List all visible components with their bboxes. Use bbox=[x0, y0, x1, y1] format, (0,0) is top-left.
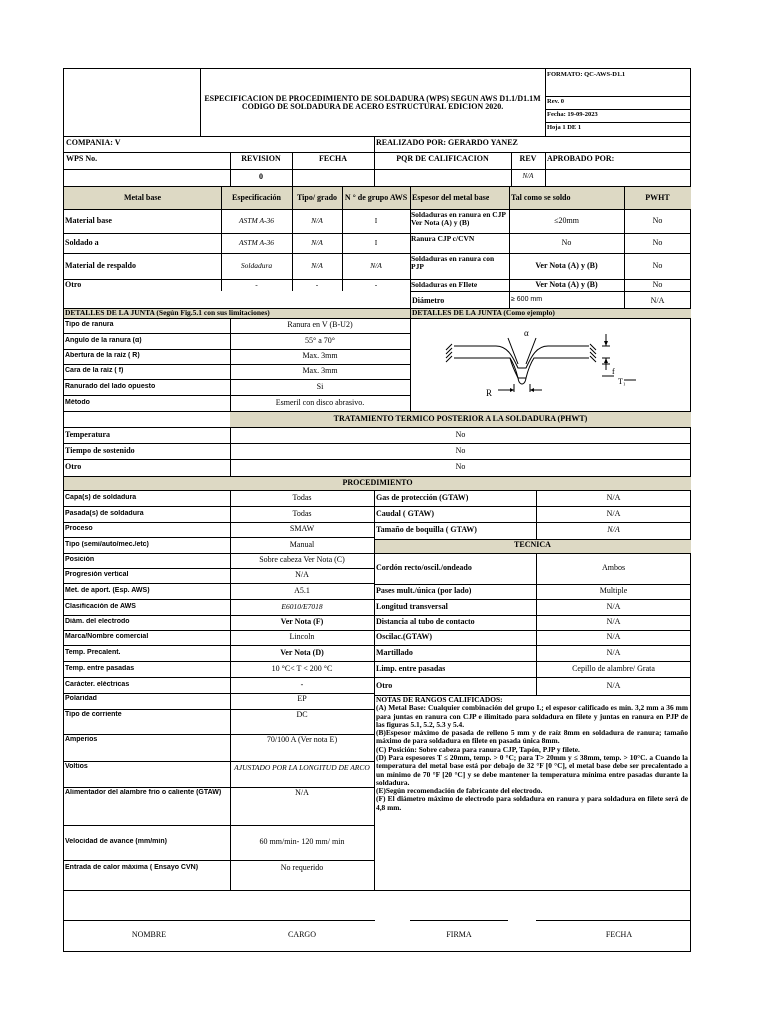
metal-row-pwht: No bbox=[652, 216, 663, 225]
procedure-row-label: Proceso bbox=[65, 525, 93, 532]
qualified-range-note: (C) Posición: Sobre cabeza para ranura CJP, Tapón, PJP y filete. bbox=[376, 744, 580, 754]
diameter-pwht: N/A bbox=[650, 297, 665, 305]
metal-row-label: Soldado a bbox=[65, 238, 99, 247]
procedure-title: PROCEDIMIENTO bbox=[342, 479, 413, 487]
pwht-header: PWHT bbox=[645, 194, 670, 202]
procedure-row-value: - bbox=[300, 680, 304, 689]
pqr-header: PQR DE CALIFICACIÓN bbox=[396, 155, 489, 163]
procedure-row-value: N/A bbox=[295, 571, 309, 579]
qualified-range-note: (F) El diámetro máximo de electrodo para soldadura en ranura y para soldadura en filete será de 4,8 mm. bbox=[376, 794, 688, 812]
procedure-row-label: Velocidad de avance (mm/min) bbox=[65, 837, 167, 845]
r-label: R bbox=[486, 388, 493, 398]
metal-row-spec: ASTM A-36 bbox=[238, 216, 275, 225]
procedure-row-label: Marca/Nombre comercial bbox=[65, 633, 149, 640]
procedure-row-value: Todas bbox=[292, 509, 312, 518]
procedure-row-label: Diám. del electrodo bbox=[65, 618, 130, 625]
joint-row-value: Max. 3mm bbox=[302, 367, 338, 375]
gas-row-value: N/A bbox=[607, 526, 620, 534]
pwht-row-value: No bbox=[455, 431, 466, 439]
approved-by-header: APROBADO POR: bbox=[547, 155, 615, 163]
metal-row-spec: Soldadura bbox=[240, 261, 273, 270]
metal-row-thickness: Soldaduras en ranura con PJP bbox=[411, 255, 495, 272]
revision-header: REVISIÓN bbox=[241, 155, 281, 163]
joint-row-value: Esmeril con disco abrasivo. bbox=[275, 398, 365, 407]
signature-position: CARGO bbox=[287, 931, 316, 939]
procedure-row-value: 10 °C< T < 200 °C bbox=[271, 664, 333, 673]
technique-row-value: N/A bbox=[606, 681, 621, 690]
metal-row-pwht: No bbox=[652, 280, 663, 289]
procedure-row-label: Voltios bbox=[65, 763, 88, 770]
signature-name: NOMBRE bbox=[131, 931, 167, 939]
procedure-row-label: Carácter. eléctricas bbox=[65, 680, 130, 688]
gas-row-value: N/A bbox=[606, 510, 621, 518]
metal-row-group: N/A bbox=[370, 261, 382, 270]
metal-row-type: - bbox=[315, 280, 319, 289]
metal-row-group: I bbox=[374, 216, 378, 225]
technique-row-label: Distancia al tubo de contacto bbox=[376, 618, 475, 626]
joint-sketch-title: DETALLES DE LA JUNTA (Como ejemplo) bbox=[412, 309, 555, 317]
procedure-row-label: Clasificación de AWS bbox=[65, 602, 136, 610]
company-name: COMPAÑÍA: V bbox=[66, 139, 121, 147]
technique-row-label: Otro bbox=[376, 681, 393, 690]
diameter-label: Diámetro bbox=[412, 297, 445, 305]
sheet-count: Hoja 1 DE 1 bbox=[547, 124, 582, 131]
procedure-row-value: Sobre cabeza Ver Nota (C) bbox=[259, 556, 345, 564]
technique-row-label: Longitud transversal bbox=[376, 602, 448, 611]
pwht-row-label: Otro bbox=[65, 463, 82, 471]
qualified-range-note: (E)Según recomendación de fabricante del electrodo. bbox=[376, 786, 543, 796]
diameter-value: ≥ 600 mm bbox=[511, 296, 543, 303]
metal-row-label: Material base bbox=[65, 216, 112, 225]
joint-row-value: Max. 3mm bbox=[302, 352, 338, 360]
qualified-range-note: (A) Metal Base: Cualquier combinación del grupo I.; el espesor calificado es mín. 3,2 mm a 36 mm para juntas en ranura con CJP e ilimitado para soldadura en filete y juntas en ranura en PJP de las figuras 5.1, 5.2, 5.3 y 5.4. bbox=[376, 703, 688, 729]
technique-row-value: N/A bbox=[606, 648, 621, 657]
procedure-row-value: Manual bbox=[289, 540, 315, 549]
revision-number: Rev. 0 bbox=[547, 98, 564, 105]
procedure-row-label: Amperios bbox=[65, 736, 98, 743]
signature-sign: FIRMA bbox=[446, 931, 472, 939]
metal-row-group: - bbox=[374, 280, 378, 289]
joint-row-label: Angulo de la ranura (α) bbox=[65, 336, 142, 344]
procedure-row-value: No requerido bbox=[280, 863, 324, 872]
procedure-row-label: Tipo de corriente bbox=[65, 711, 122, 718]
procedure-row-value: 60 mm/min- 120 mm/ min bbox=[259, 837, 345, 846]
metal-row-pwht: No bbox=[652, 238, 663, 247]
joint-row-value: Si bbox=[316, 382, 324, 391]
type-grade-header: Tipo/ grado bbox=[296, 194, 338, 202]
procedure-row-value: AJUSTADO POR LA LONGITUD DE ARCO bbox=[234, 764, 370, 772]
metal-row-thickness: Soldaduras en FIlete bbox=[411, 281, 478, 289]
document-date: Fecha: 19-09-2023 bbox=[547, 111, 598, 118]
rev-header: REV bbox=[519, 155, 537, 163]
technique-row-label: Pases mult./única (por lado) bbox=[376, 587, 472, 595]
procedure-row-value: Lincoln bbox=[289, 633, 315, 641]
technique-row-label: Martillado bbox=[376, 648, 413, 657]
wps-number-label: WPS No. bbox=[66, 155, 98, 163]
metal-row-thickness: Soldaduras en ranura en CJP Ver Nota (A) y (B) bbox=[411, 211, 506, 228]
qualified-range-note: (D) Para espesores T ≤ 20mm, temp. > 0 °C; para T> 20mm y ≤ 38mm, temp. > 10°C. a Cuando la temperatura del metal base está por debajo de 32 °F [0 °C], el metal base debe ser precalentado a un mínimo de 70 °F [20 °C] y se debe mantener la temperatura mínima entre pasadas durante la soldadura. bbox=[376, 752, 688, 787]
format-code: FORMATO: QC-AWS-D1.1 bbox=[547, 71, 626, 78]
joint-row-label: Tipo de ranura bbox=[65, 321, 114, 328]
qualified-ranges-notes: NOTAS DE RANGOS CALIFICADOS: (A) Metal Base: Cualquier combinación del grupo I.; el espesor calificado es mín. 3,2 mm a 36 mm para juntas en ranura con CJP e ilimitado para soldadura en filete y juntas en ranura en PJP de las figuras 5.1, 5.2, 5.3 y 5.4. (B)Espesor máximo de pasada de relleno 5 mm y de raíz 8mm en soldadura de ranura; tamaño máximo de para soldadura en filete en pasada única 8mm. (C) Posición: Sobre cabeza para ranura CJP, Tapón, PJP y filete. (D) Para espesores T ≤ 20mm, temp. > 0 °C; para T> 20mm y ≤ 38mm, temp. > 10°C. a Cuando la temperatura del metal base está por debajo de 32 °F [0 °C], el metal base debe ser precalentado a un mínimo de 70 °F [20 °C] y se debe mantener la temperatura mínima entre pasadas durante la soldadura. (E)Según recomendación de fabricante del electrodo. (F) El diámetro máximo de electrodo para soldadura en ranura y para soldadura en filete será de 4,8 mm. bbox=[376, 696, 688, 812]
joint-row-label: Abertura de la raíz ( R) bbox=[65, 352, 140, 359]
procedure-row-value: Todas bbox=[292, 493, 312, 502]
wps-sheet bbox=[63, 68, 691, 952]
technique-row-value: N/A bbox=[606, 618, 621, 626]
procedure-row-value: A5.1 bbox=[294, 586, 310, 595]
procedure-row-value: 70/100 A (Ver nota E) bbox=[266, 736, 338, 744]
procedure-row-value: Ver Nota (D) bbox=[280, 648, 324, 657]
metal-row-type: N/A bbox=[311, 261, 323, 270]
metal-row-label: Material de respaldo bbox=[65, 261, 136, 270]
procedure-row-label: Entrada de calor máxima ( Ensayo CVN) bbox=[65, 863, 199, 871]
metal-base-header: Metal base bbox=[123, 194, 162, 202]
pwht-title: TRATAMIENTO TÉRMICO POSTERIOR A LA SOLDADURA (PHWT) bbox=[333, 415, 588, 423]
procedure-row-label: Progresión vertical bbox=[65, 571, 129, 578]
joint-row-label: Método bbox=[65, 398, 90, 406]
technique-row-label: Cordón recto/oscil./ondeado bbox=[376, 564, 472, 572]
procedure-row-label: Alimentador del alambre frio o caliente (GTAW) bbox=[65, 789, 222, 796]
joint-details-title: DETALLES DE LA JUNTA (Según Fig.5.1 con sus limitaciones) bbox=[65, 309, 270, 317]
signature-date: FECHA bbox=[605, 931, 633, 939]
procedure-row-label: Temp. entre pasadas bbox=[65, 664, 135, 672]
procedure-row-value: N/A bbox=[295, 789, 309, 797]
joint-sketch bbox=[414, 324, 689, 406]
metal-row-thickness: Ranura CJP c/CVN bbox=[411, 235, 475, 243]
f-label: f bbox=[612, 367, 615, 376]
metal-row-label: Otro bbox=[65, 280, 82, 289]
metal-row-group: I bbox=[374, 238, 378, 247]
procedure-row-value: E6010/E7018 bbox=[281, 602, 323, 611]
metal-row-spec: - bbox=[255, 280, 258, 289]
alpha-label: α bbox=[524, 328, 529, 338]
revision-value: 0 bbox=[259, 173, 263, 181]
procedure-row-label: Met. de aport. (Esp. AWS) bbox=[65, 586, 150, 594]
technique-row-value: Ambos bbox=[601, 564, 626, 572]
metal-row-spec: ASTM A-36 bbox=[238, 238, 275, 247]
pwht-row-value: No bbox=[455, 463, 466, 471]
procedure-row-value: SMAW bbox=[289, 525, 315, 533]
technique-row-label: Oscilac.(GTAW) bbox=[376, 633, 433, 641]
procedure-row-value: DC bbox=[296, 711, 308, 719]
gas-row-label: Caudal ( GTAW) bbox=[376, 510, 435, 518]
pwht-row-label: Tiempo de sostenido bbox=[65, 447, 135, 455]
procedure-row-label: Temp. Precalent. bbox=[65, 648, 121, 656]
specification-header: Especificación bbox=[232, 194, 281, 202]
procedure-row-label: Tipo (semi/auto/mec./etc) bbox=[65, 540, 149, 548]
qualified-range-note: (B)Espesor máximo de pasada de relleno 5 mm y de raíz 8mm en soldadura de ranura; tamaño máximo de para soldadura en filete en pasada única 8mm. bbox=[376, 728, 688, 746]
document-title: ESPECIFICACIÓN DE PROCEDIMIENTO DE SOLDADURA (WPS) SEGÚN AWS D1.1/D1.1M bbox=[204, 95, 541, 103]
procedure-row-label: Pasada(s) de soldadura bbox=[65, 509, 144, 517]
metal-row-as-welded: Ver Nota (A) y (B) bbox=[535, 280, 598, 289]
gas-row-label: Tamaño de boquilla ( GTAW) bbox=[376, 526, 477, 534]
metal-row-pwht: No bbox=[652, 261, 663, 270]
metal-row-type: N/A bbox=[311, 216, 323, 225]
metal-row-as-welded: Ver Nota (A) y (B) bbox=[535, 261, 598, 270]
document-subtitle: CODIGO DE SOLDADURA DE ACERO ESTRUCTURAL EDICION 2020. bbox=[241, 103, 504, 111]
technique-row-value: Cepillo de alambre/ Grata bbox=[572, 664, 655, 673]
as-welded-header: Tal como se soldo bbox=[511, 194, 571, 202]
metal-row-type: N/A bbox=[311, 238, 323, 247]
technique-row-value: N/A bbox=[606, 633, 621, 641]
joint-row-label: Cara de la raíz ( f) bbox=[65, 367, 124, 374]
joint-row-value: Ranura en V (B-U2) bbox=[287, 321, 353, 329]
gas-row-label: Gas de protección (GTAW) bbox=[376, 494, 469, 502]
technique-row-value: Multiple bbox=[599, 587, 628, 595]
pwht-row-label: Temperatura bbox=[65, 431, 111, 439]
joint-row-value: 55° a 70° bbox=[305, 336, 335, 345]
joint-row-label: Ranurado del lado opuesto bbox=[65, 382, 156, 390]
technique-row-label: Limp. entre pasadas bbox=[376, 664, 446, 673]
thickness-header: Espesor del metal base bbox=[412, 194, 490, 202]
procedure-row-value: Ver Nota (F) bbox=[280, 618, 324, 626]
procedure-row-label: Capa(s) de soldadura bbox=[65, 493, 137, 501]
gas-row-value: N/A bbox=[606, 494, 621, 502]
t1-label: T₁ bbox=[618, 377, 626, 386]
pwht-row-value: No bbox=[455, 447, 466, 455]
procedure-row-value: EP bbox=[297, 695, 307, 703]
rev-value: N/A bbox=[522, 173, 534, 180]
technique-row-value: N/A bbox=[606, 602, 621, 611]
date-header: FECHA bbox=[319, 155, 347, 163]
procedure-row-label: Posición bbox=[65, 556, 95, 563]
prepared-by: REALIZADO POR: GERARDO YANEZ bbox=[376, 139, 518, 147]
metal-row-as-welded: ≤20mm bbox=[554, 216, 579, 225]
procedure-row-label: Polaridad bbox=[65, 695, 97, 702]
metal-row-as-welded: No bbox=[561, 238, 572, 247]
group-number-header: N ° de grupo AWS bbox=[344, 194, 408, 202]
technique-title: TÉCNICA bbox=[514, 541, 551, 549]
